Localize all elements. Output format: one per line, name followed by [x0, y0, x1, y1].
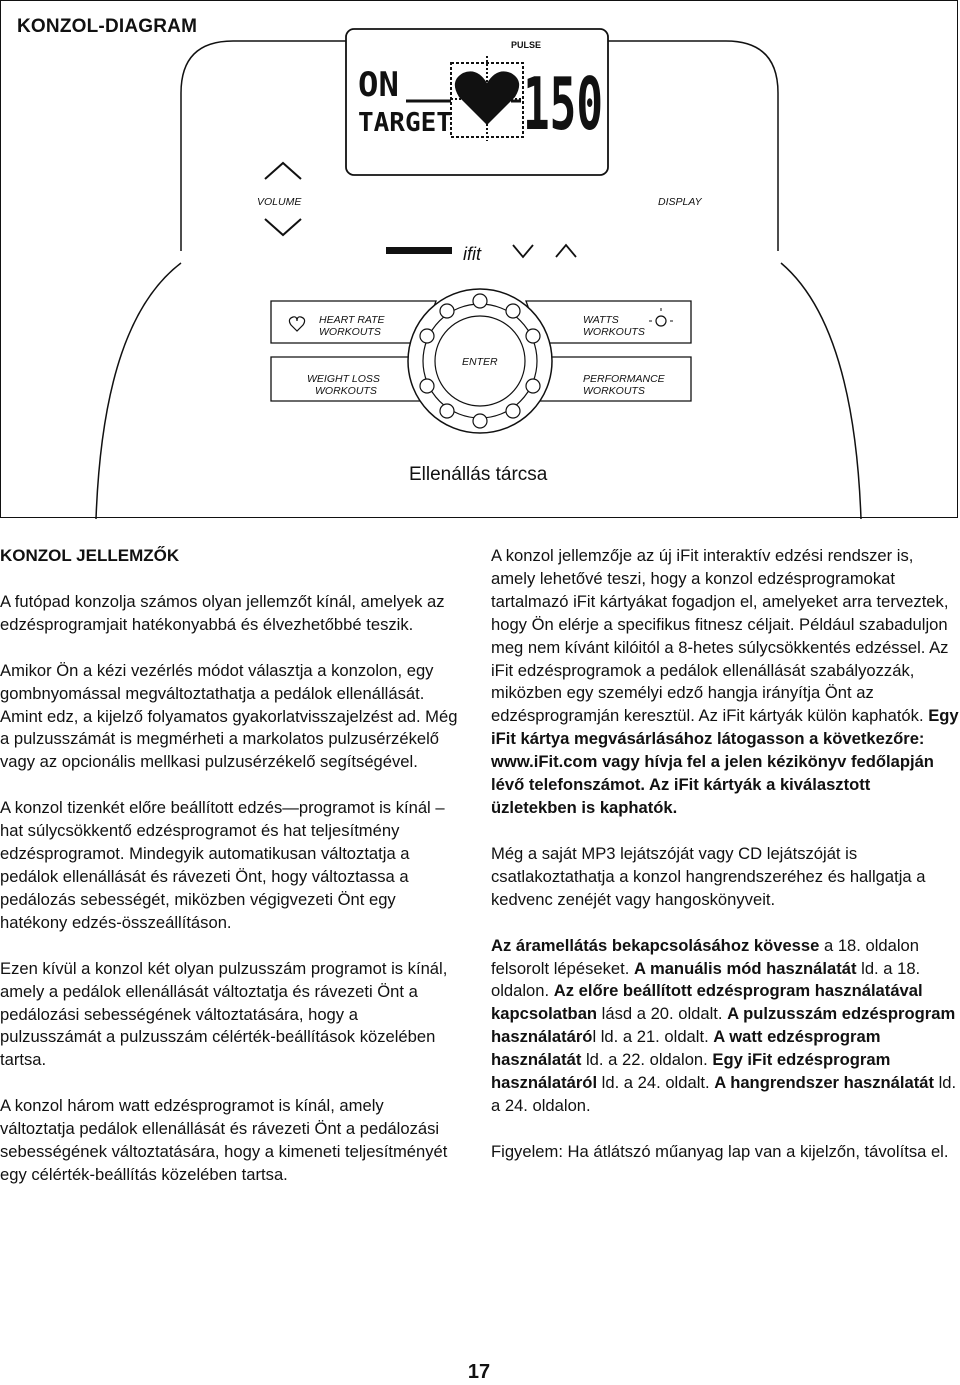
weight-loss-label-2: WORKOUTS	[315, 385, 377, 397]
right-column	[491, 545, 960, 1187]
watts-label-1: WATTS	[583, 314, 619, 326]
right-paragraph-2: Még a saját MP3 lejátszóját vagy CD lejátszóját is csatlakoztathatja a konzol hangrendszeréhez és hallgatja a kedvenc zenéjét vagy hangoskönyveit.	[491, 843, 926, 909]
volume-up-icon[interactable]	[265, 163, 301, 179]
cross-reference-segment: ld. a 22. oldalon.	[581, 1050, 713, 1070]
right-paragraph-1	[491, 545, 960, 820]
display-label: DISPLAY	[658, 196, 702, 208]
console-diagram	[0, 0, 958, 518]
ifit-down-icon[interactable]	[513, 245, 533, 257]
right-paragraph-1-text: A konzol jellemzője az új iFit interaktív edzési rendszer is, amely lehetővé teszi, hogy a konzol edzésprogramokat tartalmazó iFit kártyákat fogadjon el, amelyeket arra terveztek, hogy Ön elérje a specifikus fitnesz céljait. Például szabaduljon meg nem kívánt kilóitól a 8-hetes súlycsökkentés edzéssel. Az iFit edzésprogramok a pedálok ellenállását szabályozzák, miközben egy személyi edző hangja irányítja Önt az edzésprogramján keresztül. Az iFit kártyák külön kaphatók.	[491, 546, 949, 726]
pulse-tag: PULSE	[511, 40, 542, 50]
cross-reference-segment: l ld. a 21. oldalt.	[592, 1027, 714, 1047]
left-paragraph-3: A konzol tizenkét előre beállított edzés—programot is kínál – hat súlycsökkentő edzésprogramot és hat teljesítmény edzésprogramot. Mindegyik automatikusan változtatja a pedálok ellenállását és rávezeti Önt, hogy változtassa a pedálozás sebességét, miközben végigvezeti Önt egy hatékony edzés-összeállításon.	[0, 798, 445, 932]
ifit-logo: ifit	[463, 244, 481, 264]
cross-reference-segment: Az előre beállított edzésprogram használatával kapcsolatban	[491, 981, 923, 1024]
display-line2: TARGET	[358, 108, 452, 138]
right-paragraph-4: Figyelem: Ha átlátszó műanyag lap van a kijelzőn, távolítsa el.	[491, 1141, 949, 1161]
heart-rate-label-1: HEART RATE	[319, 314, 385, 326]
cross-reference-segment: a 18. oldalon felsorolt lépéseket.	[491, 935, 920, 978]
ifit-card-slot	[386, 247, 452, 254]
left-column	[0, 545, 462, 1210]
cross-reference-segment: Egy iFit edzésprogram használatáról	[491, 1050, 891, 1093]
diagram-caption: Ellenállás tárcsa	[409, 464, 548, 485]
cross-reference-segment: A manuális mód használatát	[633, 958, 857, 978]
enter-label: ENTER	[462, 356, 498, 368]
display-value: 150	[523, 62, 603, 146]
right-paragraph-1-bold: Egy iFit kártya megvásárlásához látogasson a következőre: www.iFit.com vagy hívja fel a jelen kézikönyv fedőlapján lévő telefonszámot. Az iFit kártyák a kiválasztott üzletekben is kaphatók.	[491, 706, 959, 817]
cross-reference-segment: ld. a 18. oldalon.	[491, 958, 921, 1001]
performance-label-2: WORKOUTS	[583, 385, 645, 397]
performance-label-1: PERFORMANCE	[583, 373, 665, 385]
cross-reference-segment: A watt edzésprogram használatát	[491, 1027, 881, 1070]
weight-loss-label-1: WEIGHT LOSS	[307, 373, 380, 385]
heart-rate-label-2: WORKOUTS	[319, 326, 381, 338]
ifit-up-icon[interactable]	[556, 245, 576, 257]
left-paragraph-1: A futópad konzolja számos olyan jellemzőt kínál, amelyek az edzésprogramjait hatékonyabbá és élvezhetőbbé teszik.	[0, 591, 445, 634]
cross-reference-segment: ld. a 24. oldalt.	[597, 1073, 715, 1093]
right-paragraph-3	[491, 935, 960, 1118]
cross-reference-segment: Az áramellátás bekapcsolásához kövesse	[491, 935, 820, 955]
cross-reference-segment: lásd a 20. oldalt.	[597, 1004, 728, 1024]
volume-down-icon[interactable]	[265, 219, 301, 235]
section-heading: KONZOL JELLEMZŐK	[0, 546, 180, 565]
cross-reference-segment: A pulzusszám edzésprogram használatáró	[491, 1004, 956, 1047]
volume-label: VOLUME	[257, 196, 302, 208]
left-paragraph-4: Ezen kívül a konzol két olyan pulzusszám programot is kínál, amely a pedálok ellenállását változtatja és rávezeti Önt a pedálozási sebességének változtatására, hogy a pulzusszámát a pulzusszám célérték-beállítások közelében tartsa.	[0, 958, 448, 1070]
cross-reference-segment: A hangrendszer használatát	[714, 1073, 934, 1093]
page-number: 17	[467, 1361, 491, 1383]
cross-reference-segment: ld. a 24. oldalon.	[491, 1073, 957, 1115]
diagram-title: KONZOL-DIAGRAM	[17, 16, 198, 37]
left-paragraph-2: Amikor Ön a kézi vezérlés módot választja a konzolon, egy gombnyomással megváltoztathatja a pedálok ellenállását. Amint edz, a kijelző folyamatos gyakorlatvisszajelzést ad. Még a pulzusszámát is megmérheti a markolatos pulzusérzékelő vagy az opcionális mellkasi pulzusérzékelő segítségével.	[0, 660, 458, 772]
display-line1: ON	[358, 65, 399, 105]
watts-label-2: WORKOUTS	[583, 326, 645, 338]
left-paragraph-5: A konzol három watt edzésprogramot is kínál, amely változtatja pedálok ellenállását és rávezeti Önt a pedálozási sebességének változtatására, hogy a kimeneti teljesítményét egy célérték-beállítás közelében tartsa.	[0, 1096, 448, 1184]
console-illustration	[1, 1, 959, 519]
